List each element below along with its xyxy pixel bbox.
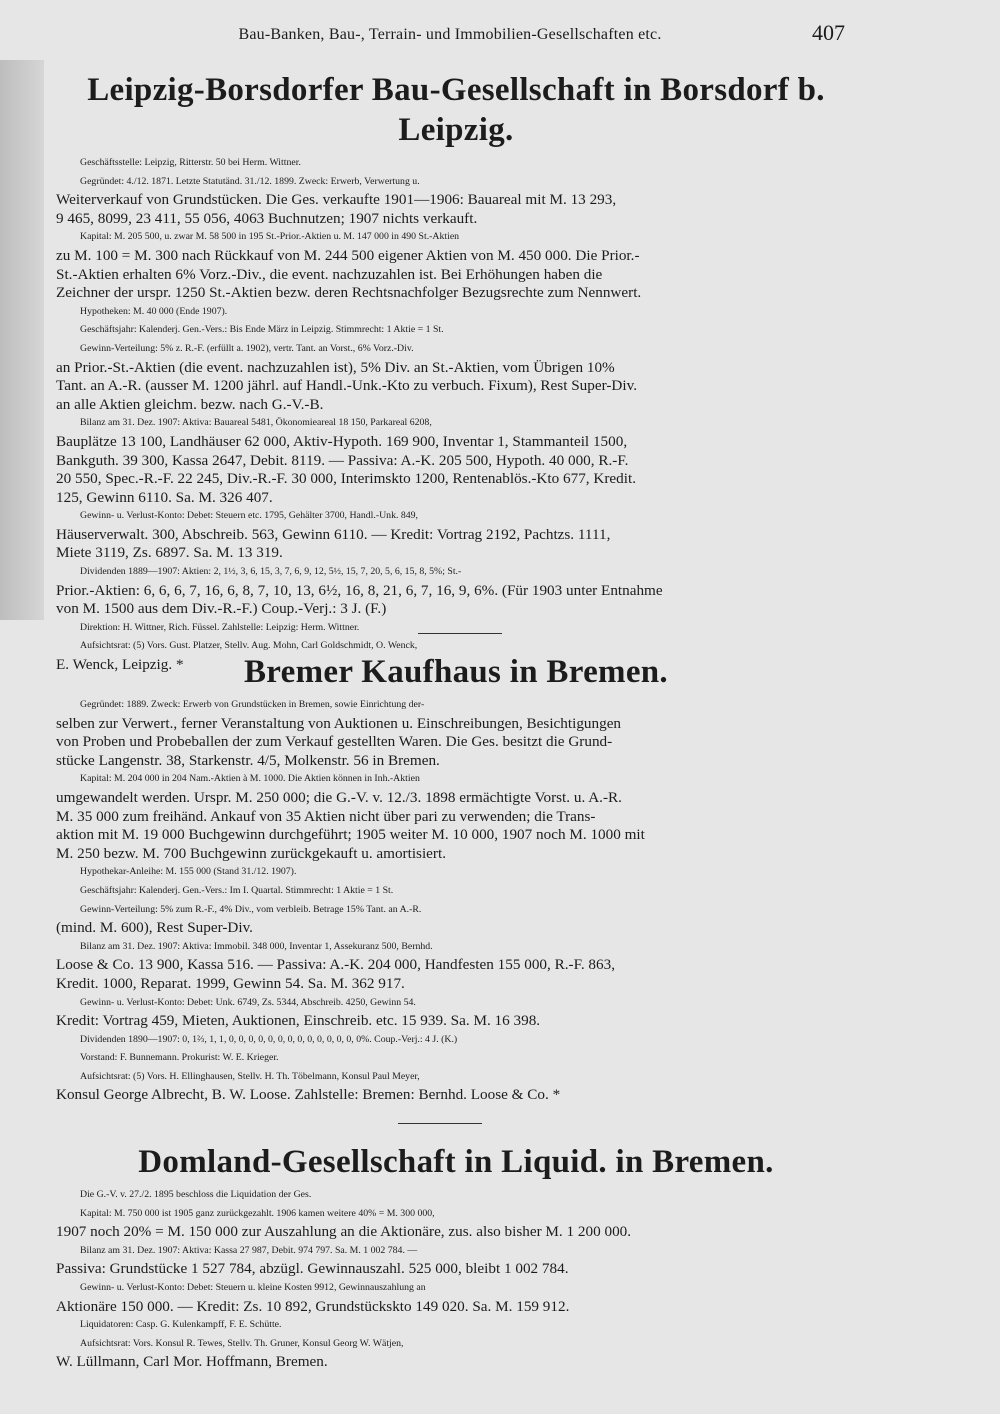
entry-line: 125, Gewinn 6110. Sa. M. 326 407.	[56, 488, 273, 506]
entry-line: M. 35 000 zum freihänd. Ankauf von 35 Aktien nicht über pari zu verwenden; die Trans-	[56, 807, 596, 825]
entry-line: zu M. 100 = M. 300 nach Rückkauf von M. 244 500 eigener Aktien von M. 450 000. Die Prior.-	[56, 246, 640, 264]
entry-line: selben zur Verwert., ferner Veranstaltung von Auktionen u. Einschreibungen, Besichtigungen	[56, 714, 622, 732]
entry-line: Passiva: Grundstücke 1 527 784, abzügl. Gewinnauszahl. 525 000, bleibt 1 002 784.	[56, 1260, 569, 1278]
entry-line: W. Lüllmann, Carl Mor. Hoffmann, Bremen.	[56, 1353, 328, 1371]
entry-line: von M. 1500 aus dem Div.-R.-F.) Coup.-Verj.: 3 J. (F.)	[56, 600, 387, 618]
entry-line: Direktion: H. Wittner, Rich. Füssel. Zahlstelle: Leipzig: Herm. Wittner.	[80, 621, 360, 633]
section-divider	[418, 633, 502, 634]
entry-line: E. Wenck, Leipzig. *	[56, 656, 184, 674]
entry-line: Weiterverkauf von Grundstücken. Die Ges. verkaufte 1901—1906: Bauareal mit M. 13 293,	[56, 191, 617, 209]
entry-line: an alle Aktien gleichm. bezw. nach G.-V.-B.	[56, 395, 324, 413]
entry-line: Bauplätze 13 100, Landhäuser 62 000, Aktiv-Hypoth. 169 900, Inventar 1, Stammanteil 1500,	[56, 432, 628, 450]
entry-line: Bilanz am 31. Dez. 1907: Aktiva: Immobil. 348 000, Inventar 1, Assekuranz 500, Bernhd.	[80, 940, 433, 952]
entry-line: Gewinn-Verteilung: 5% zum R.-F., 4% Div., vom verbleib. Betrage 15% Tant. an A.-R.	[80, 903, 422, 915]
entry-line: Zeichner der urspr. 1250 St.-Aktien bezw. deren Rechtsnachfolger Bezugsrechte zum Nennwert.	[56, 284, 642, 302]
company-entry-bremer-kaufhaus	[56, 652, 856, 1105]
entry-line: Dividenden 1890—1907: 0, 1⅔, 1, 1, 0, 0, 0, 0, 0, 0, 0, 0, 0, 0, 0, 0, 0, 0%. Coup.-Verj.: 4 J. (K.)	[80, 1033, 458, 1045]
entry-line: Bilanz am 31. Dez. 1907: Aktiva: Bauareal 5481, Ökonomieareal 18 150, Parkareal 6208,	[80, 417, 432, 429]
entry-line: Tant. an A.-R. (ausser M. 1200 jährl. auf Handl.-Unk.-Kto zu verbuch. Fixum), Rest Super-Div.	[56, 377, 637, 395]
binding-shadow	[0, 60, 44, 620]
entry-line: Vorstand: F. Bunnemann. Prokurist: W. E. Krieger.	[80, 1052, 279, 1064]
entry-line: Gewinn-Verteilung: 5% z. R.-F. (erfüllt a. 1902), vertr. Tant. an Vorst., 6% Vorz.-Div.	[80, 342, 414, 354]
entry-line: St.-Aktien erhalten 6% Vorz.-Div., die event. nachzuzahlen ist. Bei Erhöhungen haben die	[56, 265, 603, 283]
entry-body	[56, 154, 856, 675]
entry-line: Kredit. 1000, Reparat. 1999, Gewinn 54. Sa. M. 362 917.	[56, 974, 405, 992]
entry-line: Bankguth. 39 300, Kassa 2647, Debit. 8119. — Passiva: A.-K. 205 500, Hypoth. 40 000, R.-F.	[56, 451, 629, 469]
page-number: 407	[812, 20, 845, 45]
company-title: Bremer Kaufhaus in Bremen.	[244, 654, 668, 690]
entry-body	[56, 1186, 856, 1372]
company-title: Leipzig-Borsdorfer Bau-Gesellschaft in Borsdorf b. Leipzig.	[87, 72, 825, 148]
entry-line: Loose & Co. 13 900, Kassa 516. — Passiva: A.-K. 204 000, Handfesten 155 000, R.-F. 863,	[56, 956, 615, 974]
entry-line: Aufsichtsrat: (5) Vors. H. Ellinghausen, Stellv. H. Th. Töbelmann, Konsul Paul Meyer,	[80, 1070, 420, 1082]
entry-line: aktion mit M. 19 000 Buchgewinn durchgeführt; 1905 weiter M. 10 000, 1907 noch M. 1000 mit	[56, 826, 645, 844]
entry-line: Prior.-Aktien: 6, 6, 6, 7, 16, 6, 8, 7, 10, 13, 6½, 16, 8, 21, 6, 7, 16, 9, 6%. (Für 1903 unter Entnahme	[56, 581, 663, 599]
entry-line: Kapital: M. 205 500, u. zwar M. 58 500 in 195 St.-Prior.-Aktien u. M. 147 000 in 490 St.-Aktien	[80, 231, 460, 243]
company-title: Domland-Gesellschaft in Liquid. in Bremen.	[138, 1144, 774, 1180]
entry-line: Kapital: M. 750 000 ist 1905 ganz zurückgezahlt. 1906 kamen weitere 40% = M. 300 000,	[80, 1207, 435, 1219]
entry-line: Miete 3119, Zs. 6897. Sa. M. 13 319.	[56, 544, 283, 562]
entry-line: Konsul George Albrecht, B. W. Loose. Zahlstelle: Bremen: Bernhd. Loose & Co. *	[56, 1086, 561, 1104]
entry-line: Gewinn- u. Verlust-Konto: Debet: Steuern u. kleine Kosten 9912, Gewinnauszahlung an	[80, 1281, 426, 1293]
entry-line: Geschäftsstelle: Leipzig, Ritterstr. 50 bei Herm. Wittner.	[80, 157, 301, 168]
entry-line: 1907 noch 20% = M. 150 000 zur Auszahlung an die Aktionäre, zus. also bisher M. 1 200 000.	[56, 1223, 632, 1241]
entry-line: Aktionäre 150 000. — Kredit: Zs. 10 892, Grundstückskto 149 020. Sa. M. 159 912.	[56, 1297, 570, 1315]
entry-line: Kapital: M. 204 000 in 204 Nam.-Aktien à M. 1000. Die Aktien können in Inh.-Aktien	[80, 773, 420, 785]
company-entry-domland	[56, 1142, 856, 1372]
entry-line: Bilanz am 31. Dez. 1907: Aktiva: Kassa 27 987, Debit. 974 797. Sa. M. 1 002 784. —	[80, 1244, 418, 1256]
entry-line: M. 250 bezw. M. 700 Buchgewinn zurückgekauft u. amortisiert.	[56, 844, 447, 862]
company-entry-leipzig-borsdorfer	[56, 70, 856, 675]
entry-line: Gewinn- u. Verlust-Konto: Debet: Steuern etc. 1795, Gehälter 3700, Handl.-Unk. 849,	[80, 510, 419, 522]
entry-line: Gegründet: 1889. Zweck: Erwerb von Grundstücken in Bremen, sowie Einrichtung der-	[80, 699, 425, 710]
entry-line: Hypotheken: M. 40 000 (Ende 1907).	[80, 305, 228, 317]
entry-body	[56, 696, 856, 1105]
running-title: Bau-Banken, Bau-, Terrain- und Immobilien-Gesellschaften etc.	[238, 26, 662, 43]
entry-line: Dividenden 1889—1907: Aktien: 2, 1½, 3, 6, 15, 3, 7, 6, 9, 12, 5½, 15, 7, 20, 5, 6, 15, 8, 5%; St.-	[80, 566, 462, 578]
entry-line: an Prior.-St.-Aktien (die event. nachzuzahlen ist), 5% Div. an St.-Aktien, vom Übrigen 10%	[56, 358, 615, 376]
entry-line: Geschäftsjahr: Kalenderj. Gen.-Vers.: Bis Ende März in Leipzig. Stimmrecht: 1 Aktie = 1 St.	[80, 324, 444, 336]
section-divider	[398, 1123, 482, 1124]
entry-line: Gegründet: 4./12. 1871. Letzte Statutänd. 31./12. 1899. Zweck: Erwerb, Verwertung u.	[80, 175, 420, 187]
entry-line: stücke Langenstr. 38, Starkenstr. 4/5, Molkenstr. 56 in Bremen.	[56, 751, 440, 769]
entry-line: Liquidatoren: Casp. G. Kulenkampff, F. E. Schütte.	[80, 1319, 282, 1331]
entry-line: von Proben und Probeballen der zum Verkauf gestellten Waren. Die Ges. besitzt die Grund-	[56, 733, 613, 751]
entry-line: 20 550, Spec.-R.-F. 22 245, Div.-R.-F. 30 000, Interimskto 1200, Rentenablös.-Kto 677, Kredit.	[56, 470, 636, 488]
entry-line: Gewinn- u. Verlust-Konto: Debet: Unk. 6749, Zs. 5344, Abschreib. 4250, Gewinn 54.	[80, 996, 416, 1008]
entry-line: Häuserverwalt. 300, Abschreib. 563, Gewinn 6110. — Kredit: Vortrag 2192, Pachtzs. 1111,	[56, 525, 611, 543]
entry-line: umgewandelt werden. Urspr. M. 250 000; die G.-V. v. 12./3. 1898 ermächtigte Vorst. u. A.-R.	[56, 788, 622, 806]
entry-line: 9 465, 8099, 23 411, 55 056, 4063 Buchnutzen; 1907 nichts verkauft.	[56, 209, 478, 227]
entry-line: (mind. M. 600), Rest Super-Div.	[56, 919, 253, 937]
entry-line: Aufsichtsrat: (5) Vors. Gust. Platzer, Stellv. Aug. Mohn, Carl Goldschmidt, O. Wenck,	[80, 640, 418, 652]
entry-line: Kredit: Vortrag 459, Mieten, Auktionen, Einschreib. etc. 15 939. Sa. M. 16 398.	[56, 1012, 541, 1030]
entry-line: Geschäftsjahr: Kalenderj. Gen.-Vers.: Im I. Quartal. Stimmrecht: 1 Aktie = 1 St.	[80, 884, 394, 896]
entry-line: Hypothekar-Anleihe: M. 155 000 (Stand 31./12. 1907).	[80, 866, 297, 878]
entry-line: Die G.-V. v. 27./2. 1895 beschloss die Liquidation der Ges.	[80, 1189, 312, 1200]
entry-line: Aufsichtsrat: Vors. Konsul R. Tewes, Stellv. Th. Gruner, Konsul Georg W. Wätjen,	[80, 1337, 404, 1349]
